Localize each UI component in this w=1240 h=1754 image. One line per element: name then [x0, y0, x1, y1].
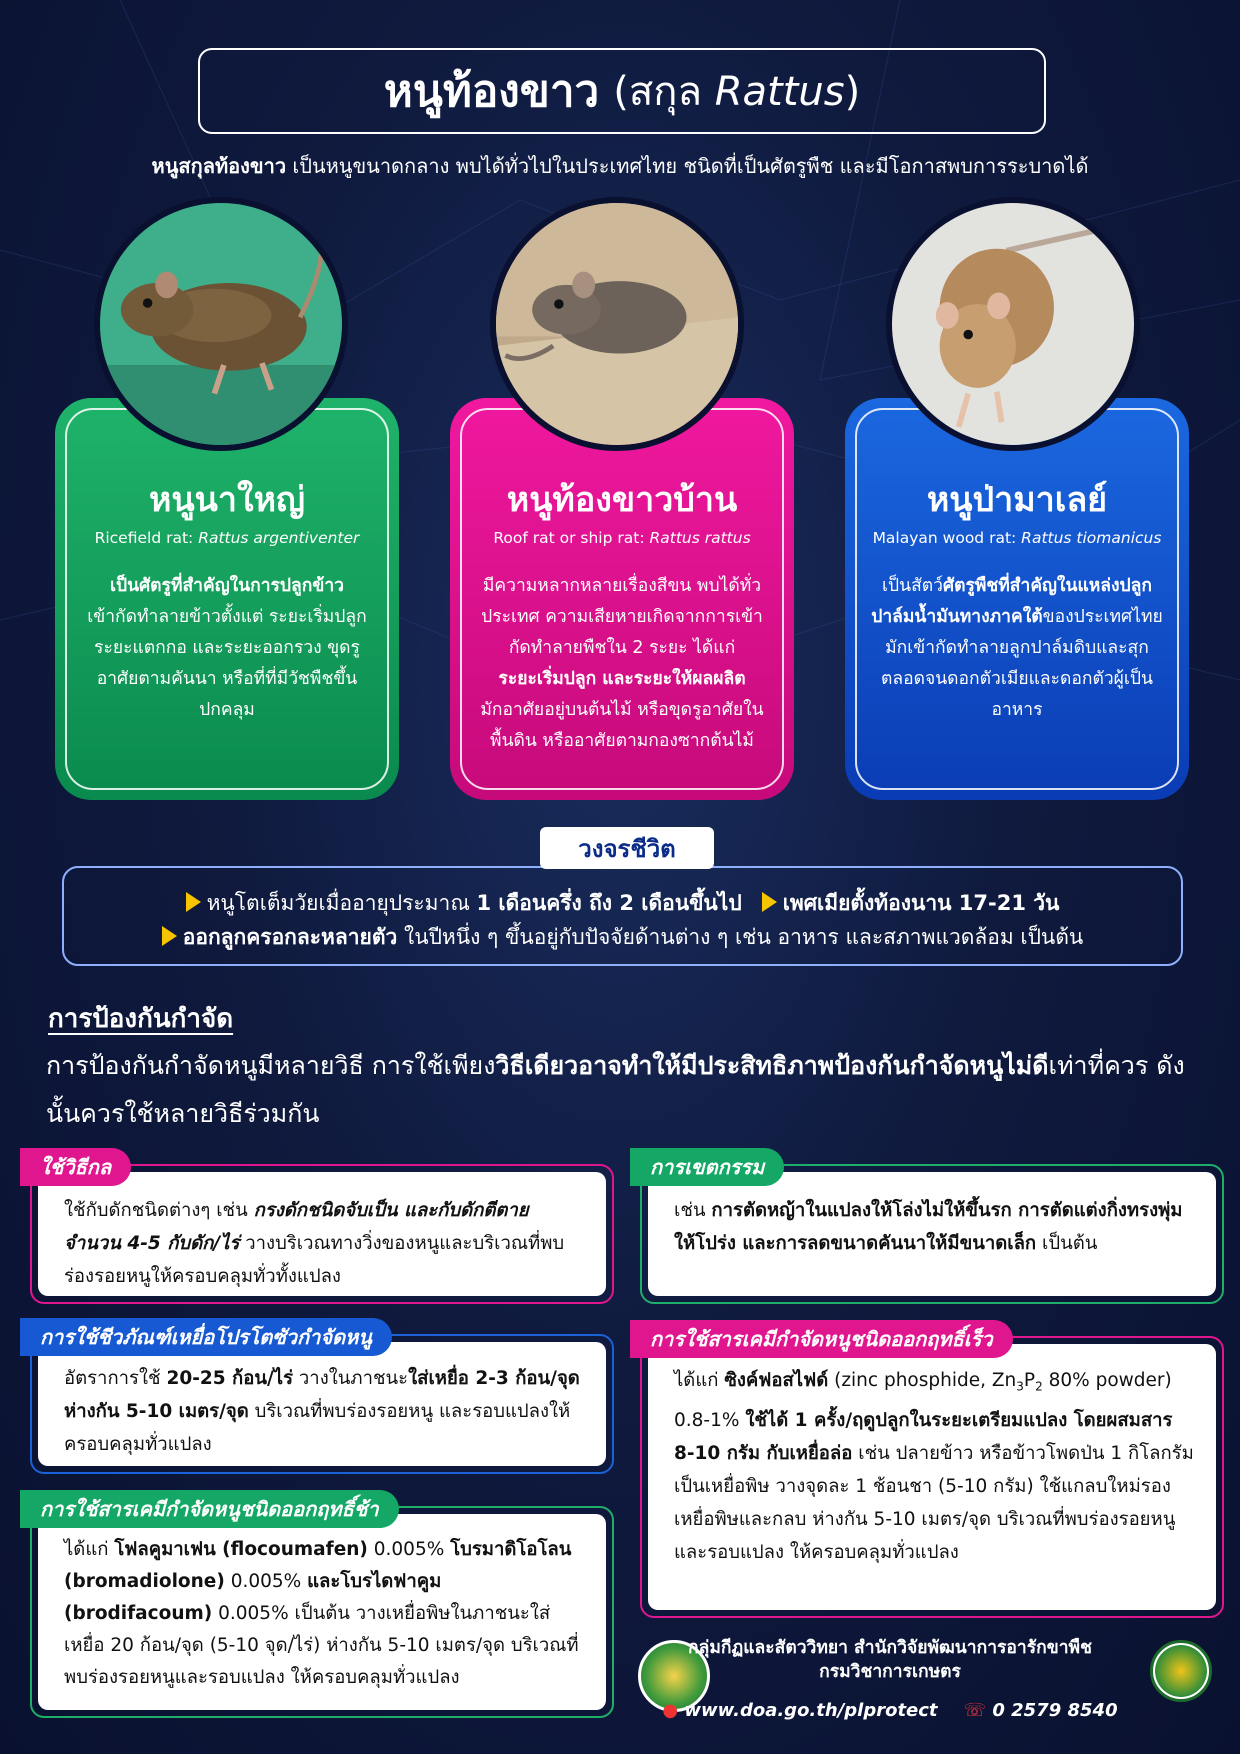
species-scientific-name: Malayan wood rat: Rattus tiomanicus: [872, 529, 1162, 548]
method-box-mechanical: ใช้กับดักชนิดต่างๆ เช่น กรงดักชนิดจับเป็น และกับดักตีตาย จำนวน 4-5 กับดัก/ไร่ วางบริเวณทางวิ่งของหนูและบริเวณที่พบร่องรอยหนูให้ครอบคลุมทั่วทั้งแปลง: [30, 1164, 614, 1304]
species-name: หนูนาใหญ่: [149, 480, 305, 520]
prevention-heading: การป้องกันกำจัด: [48, 1004, 234, 1034]
method-tag-acute-rodenticide: การใช้สารเคมีกำจัดหนูชนิดออกฤทธิ์เร็ว: [630, 1320, 1013, 1358]
footer: [630, 1636, 1150, 1721]
triangle-bullet-icon: [762, 892, 777, 912]
method-box-biocontrol: อัตราการใช้ 20-25 ก้อน/ไร่ วางในภาชนะใส่เหยื่อ 2-3 ก้อน/จุด ห่างกัน 5-10 เมตร/จุด บริเวณที่พบร่องรอยหนู และรอบแปลงให้ครอบคลุมทั่วแปลง: [30, 1334, 614, 1474]
species-description: เป็นสัตว์ศัตรูพืชที่สำคัญในแหล่งปลูกปาล์มน้ำมันทางภาคใต้ของประเทศไทย มักเข้ากัดทำลายลูกปาล์มดิบและสุก ตลอดจนดอกตัวเมียและดอกตัวผู้เป็นอาหาร: [871, 576, 1163, 721]
phone-icon: ☏: [963, 1700, 987, 1721]
method-tag-biocontrol: การใช้ชีวภัณฑ์เหยื่อโปรโตซัวกำจัดหนู: [20, 1318, 392, 1356]
malayan-wood-rat-photo: [886, 197, 1140, 451]
species-description: มีความหลากหลายเรื่องสีขน พบได้ทั่วประเทศ ความเสียหายเกิดจากการเข้ากัดทำลายพืชใน 2 ระยะ ได้แก่ ระยะเริ่มปลูก และระยะให้ผลผลิต มักอาศัยอยู่บนต้นไม้ หรือขุดรูอาศัยในพื้นดิน หรืออาศัยตามกองซากต้นไม้: [480, 576, 764, 752]
species-name: หนูท้องขาวบ้าน: [506, 480, 738, 520]
method-box-cultural: เช่น การตัดหญ้าในแปลงให้โล่งไม่ให้ขึ้นรก การตัดแต่งกิ่งทรงพุ่มให้โปร่ง และการลดขนาดคันนาให้มีขนาดเล็ก เป็นต้น: [640, 1164, 1224, 1304]
species-description: เป็นศัตรูที่สำคัญในการปลูกข้าว เข้ากัดทำลายข้าวตั้งแต่ ระยะเริ่มปลูก ระยะแตกกอ และระยะออกรวง ขุดรูอาศัยตามคันนา หรือที่ที่มีวัชพืชขึ้นปกคลุม: [87, 576, 367, 721]
lifecycle-line-1: หนูโตเต็มวัยเมื่ออายุประมาณ 1 เดือนครึ่ง ถึง 2 เดือนขึ้นไป เพศเมียตั้งท้องนาน 17-21 วัน: [64, 886, 1181, 920]
ricefield-rat-photo: [94, 197, 348, 451]
phone-number[interactable]: ☏ 0 2579 8540: [963, 1700, 1118, 1721]
method-tag-chronic-rodenticide: การใช้สารเคมีกำจัดหนูชนิดออกฤทธิ์ช้า: [20, 1490, 399, 1528]
method-tag-mechanical: ใช้วิธีกล: [20, 1148, 131, 1186]
page-title: หนูท้องขาว: [383, 66, 600, 117]
species-scientific-name: Ricefield rat: Rattus argentiventer: [94, 529, 360, 548]
method-tag-cultural: การเขตกรรม: [630, 1148, 784, 1186]
card-ricefield-rat: [55, 398, 399, 800]
page-subtitle: (สกุล Rattus): [613, 69, 861, 115]
department-seal-logo: [1150, 1640, 1212, 1702]
lifecycle-box: [62, 866, 1183, 966]
roof-rat-photo: [490, 197, 744, 451]
lifecycle-tab: วงจรชีวิต: [540, 827, 714, 869]
species-name: หนูป่ามาเลย์: [926, 480, 1108, 520]
footer-contact: [630, 1700, 1150, 1721]
card-malayan-wood-rat: [845, 398, 1189, 800]
website-link[interactable]: ● www.doa.go.th/plprotect: [662, 1700, 938, 1721]
triangle-bullet-icon: [162, 926, 177, 946]
species-scientific-name: Roof rat or ship rat: Rattus rattus: [493, 529, 751, 548]
triangle-bullet-icon: [186, 892, 201, 912]
footer-org-line-2: กรมวิชาการเกษตร: [819, 1662, 961, 1682]
intro-text: หนูสกุลท้องขาว เป็นหนูขนาดกลาง พบได้ทั่วไปในประเทศไทย ชนิดที่เป็นศัตรูพืช และมีโอกาสพบการระบาดได้: [151, 154, 1089, 178]
method-box-acute-rodenticide: ได้แก่ ซิงค์ฟอสไฟด์ (zinc phosphide, $Zn_3P_2$ 80% powder) 0.8-1% ใช้ได้ 1 ครั้ง/ฤดูปลูกในระยะเตรียมแปลง โดยผสมสาร 8-10 กรัม กับเหยื่อล่อ เช่น ปลายข้าว หรือข้าวโพดป่น 1 กิโลกรัม เป็นเหยื่อพิษ วางจุดละ 1 ช้อนชา (5-10 กรัม) ใช้แกลบใหม่รองเหยื่อพิษและกลบ ห่างกัน 5-10 เมตร/จุด บริเวณที่พบร่องรอยหนูและรอบแปลง ให้ครอบคลุมทั่วแปลง: [640, 1336, 1224, 1618]
title-box: [198, 48, 1046, 134]
method-box-chronic-rodenticide: ได้แก่ โฟลคูมาเฟน (flocoumafen) 0.005% โบรมาดิโอโลน (bromadiolone) 0.005% และโบรไดฟาคูม (brodifacoum) 0.005% เป็นต้น วางเหยื่อพิษในภาชนะใส่เหยื่อ 20 ก้อน/จุด (5-10 จุด/ไร่) ห่างกัน 5-10 เมตร/จุด บริเวณที่พบร่องรอยหนูและรอบแปลง ให้ครอบคลุมทั่วแปลง: [30, 1506, 614, 1718]
card-roof-rat: [450, 398, 794, 800]
footer-org-line-1: กลุ่มกีฏและสัตววิทยา สำนักวิจัยพัฒนาการอารักขาพืช: [688, 1638, 1092, 1658]
lifecycle-line-2: ออกลูกครอกละหลายตัว ในปีหนึ่ง ๆ ขึ้นอยู่กับปัจจัยด้านต่าง ๆ เช่น อาหาร และสภาพแวดล้อม เป็นต้น: [64, 920, 1181, 954]
prevention-paragraph: การป้องกันกำจัดหนูมีหลายวิธี การใช้เพียงวิธีเดียวอาจทำให้มีประสิทธิภาพป้องกันกำจัดหนูไม่ดีเท่าที่ควร ดังนั้นควรใช้หลายวิธีร่วมกัน: [46, 1051, 1185, 1128]
globe-icon: ●: [662, 1700, 679, 1721]
